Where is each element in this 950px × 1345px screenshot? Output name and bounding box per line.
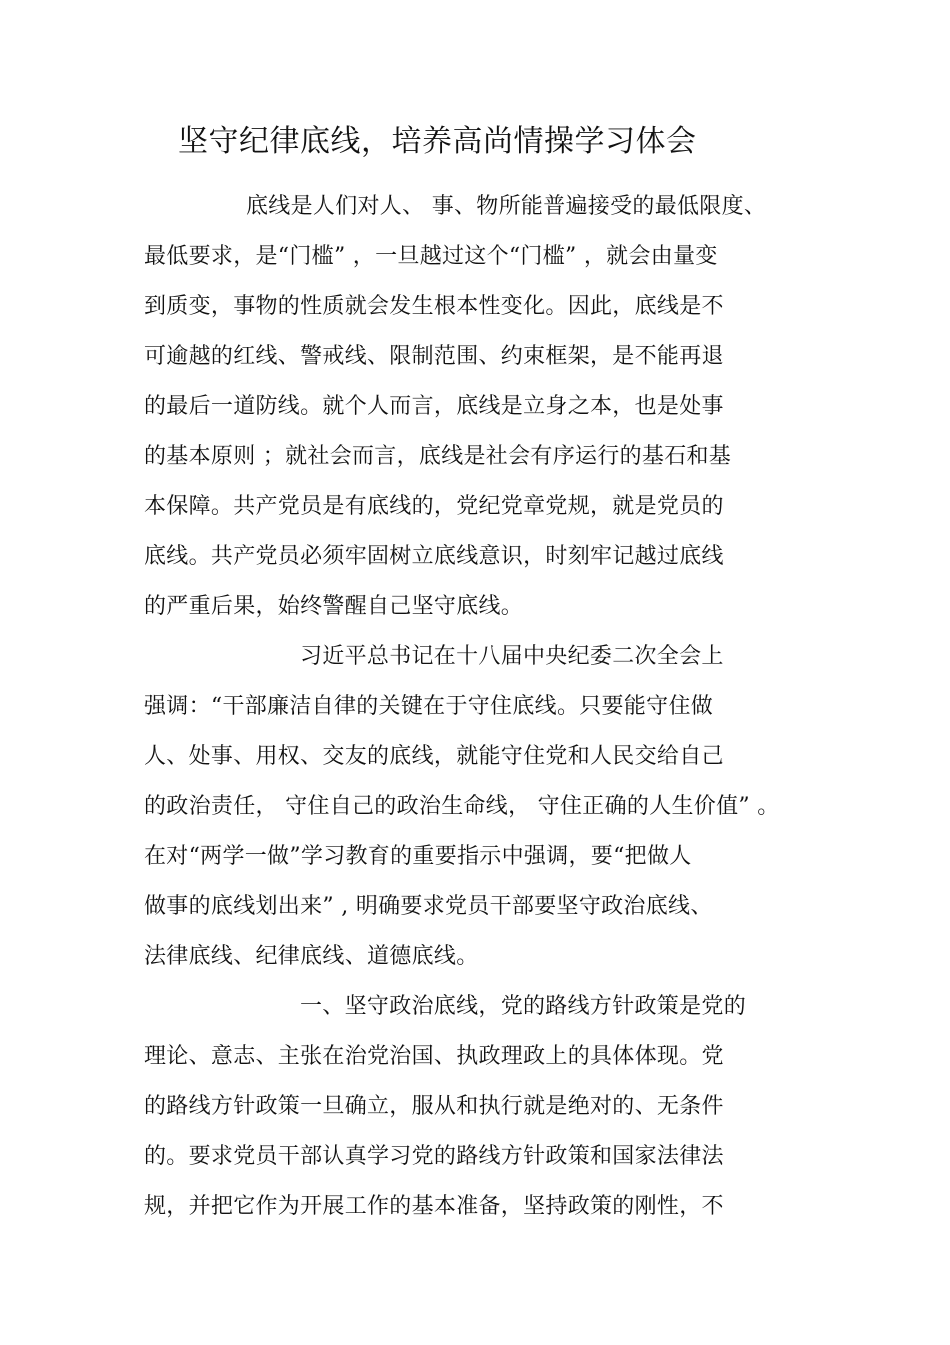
paragraph-line: 到质变，事物的性质就会发生根本性变化。因此，底线是不 [144, 294, 724, 319]
paragraph-line: 人、处事、用权、交友的底线，就能守住党和人民交给自己 [144, 744, 724, 769]
paragraph-line: 一、坚守政治底线，党的路线方针政策是党的 [300, 994, 747, 1019]
paragraph-line: 的路线方针政策一旦确立，服从和执行就是绝对的、无条件 [144, 1094, 724, 1119]
paragraph-line: 的政治责任， 守住自己的政治生命线， 守住正确的人生价值” 。 [144, 794, 780, 819]
paragraph-line: 强调：“干部廉洁自律的关键在于守住底线。只要能守住做 [144, 694, 714, 719]
paragraph-line: 的。要求党员干部认真学习党的路线方针政策和国家法律法 [144, 1144, 724, 1169]
document-title: 坚守纪律底线，培养高尚情操学习体会 [178, 124, 697, 159]
paragraph-line: 法律底线、纪律底线、道德底线。 [144, 944, 479, 969]
paragraph-line: 底线是人们对人、 事、物所能普遍接受的最低限度、 [246, 194, 767, 219]
paragraph-line: 可逾越的红线、警戒线、限制范围、约束框架，是不能再退 [144, 344, 724, 369]
paragraph-line: 本保障。共产党员是有底线的，党纪党章党规，就是党员的 [144, 494, 724, 519]
paragraph-line: 最低要求，是“门槛” ，一旦越过这个“门槛” ，就会由量变 [144, 244, 718, 269]
paragraph-line: 的严重后果，始终警醒自己坚守底线。 [144, 594, 524, 619]
paragraph-line: 规，并把它作为开展工作的基本准备，坚持政策的刚性，不 [144, 1194, 724, 1219]
paragraph-line: 做事的底线划出来” , 明确要求党员干部要坚守政治底线、 [144, 894, 713, 919]
paragraph-line: 底线。共产党员必须牢固树立底线意识，时刻牢记越过底线 [144, 544, 724, 569]
paragraph-line: 的最后一道防线。就个人而言，底线是立身之本，也是处事 [144, 394, 724, 419]
paragraph-line: 习近平总书记在十八届中央纪委二次全会上 [300, 644, 724, 669]
paragraph-line: 在对“两学一做”学习教育的重要指示中强调，要“把做人 [144, 844, 692, 869]
paragraph-line: 理论、意志、主张在治党治国、执政理政上的具体体现。党 [144, 1044, 724, 1069]
paragraph-line: 的基本原则 ；就社会而言，底线是社会有序运行的基石和基 [144, 444, 732, 469]
